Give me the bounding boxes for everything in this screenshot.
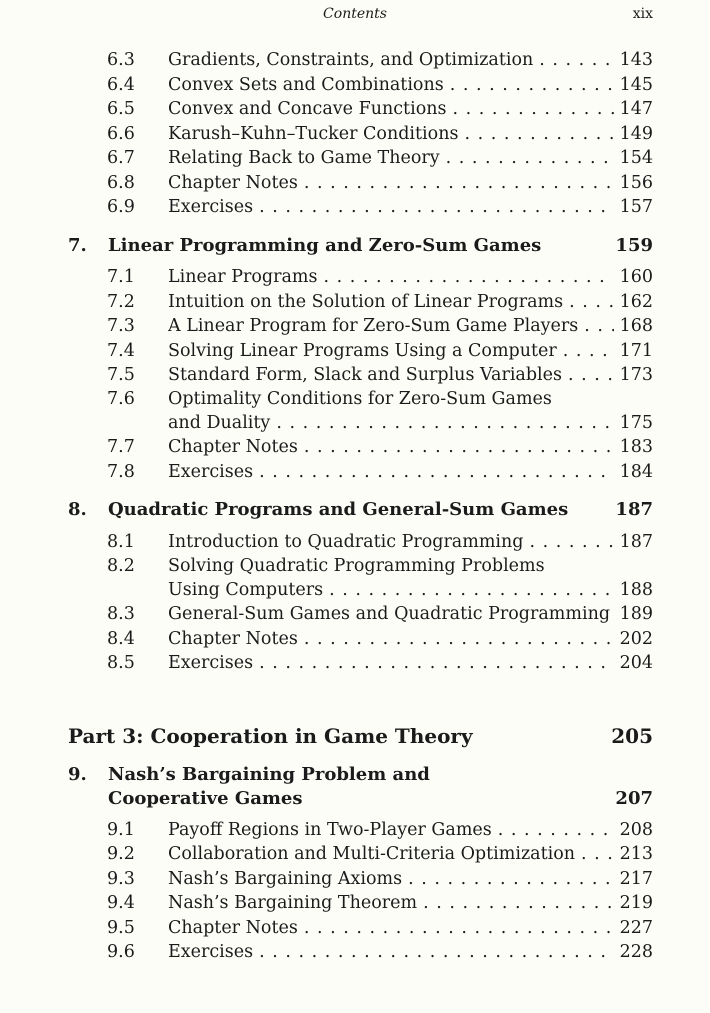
section-title: Chapter Notes [168,629,298,649]
toc-entry[interactable] [0,97,710,121]
section-number: 7.6 [107,389,135,409]
header-title: Contents [323,6,387,22]
running-header [0,6,710,26]
section-number: 8.3 [107,604,135,624]
section-title: Karush–Kuhn–Tucker Conditions [168,124,459,144]
section-number: 9.5 [107,918,135,938]
section-title: Gradients, Constraints, and Optimization [168,50,534,70]
section-number: 6.9 [107,197,135,217]
toc-entry[interactable] [0,265,710,289]
chapter-title-continued: Cooperative Games [108,788,303,809]
section-number: 9.2 [107,844,135,864]
chapter-heading-continued[interactable] [0,786,710,812]
section-page: 208 [614,818,653,842]
section-title: Solving Linear Programs Using a Computer [168,341,557,361]
section-title-continued: Using Computers [168,580,324,600]
section-title: A Linear Program for Zero-Sum Game Players [168,316,579,336]
section-number: 7.2 [107,292,135,312]
toc-entry[interactable] [0,530,710,554]
toc-entry[interactable] [0,460,710,484]
toc-entry[interactable] [0,363,710,387]
section-number: 8.1 [107,532,135,552]
toc-entry[interactable] [0,867,710,891]
toc-entry[interactable] [0,940,710,964]
section-number: 7.3 [107,316,135,336]
toc-entry[interactable] [0,602,710,626]
chapter-heading[interactable] [0,497,710,523]
toc-entry[interactable] [0,554,710,578]
toc-entry[interactable] [0,195,710,219]
section-page: 184 [614,460,653,484]
section-title: Introduction to Quadratic Programming [168,532,524,552]
section-page: 175 [614,411,653,435]
toc-entry[interactable] [0,627,710,651]
section-page: 202 [614,627,653,651]
section-title: Chapter Notes [168,437,298,457]
section-page: 149 [614,122,653,146]
toc-entry[interactable] [0,339,710,363]
section-title: General-Sum Games and Quadratic Programming [168,604,611,624]
toc-entry[interactable] [0,73,710,97]
section-number: 6.4 [107,75,135,95]
section-number: 9.4 [107,893,135,913]
chapter-title: Nash’s Bargaining Problem and [108,764,430,785]
section-page: 157 [614,195,653,219]
toc-entry-continued[interactable] [0,411,710,435]
section-page: 143 [614,48,653,72]
chapter-heading[interactable] [0,762,710,788]
section-title: Solving Quadratic Programming Problems [168,556,545,576]
section-number: 7.5 [107,365,135,385]
section-page: 187 [614,530,653,554]
section-page: 204 [614,651,653,675]
toc-entry[interactable] [0,146,710,170]
toc-entry[interactable] [0,171,710,195]
section-title: Nash’s Bargaining Axioms [168,869,403,889]
section-title: Exercises [168,462,254,482]
header-page-number: xix [632,6,653,22]
section-number: 9.3 [107,869,135,889]
section-page: 156 [614,171,653,195]
section-page: 228 [614,940,653,964]
chapter-page: 187 [615,499,653,520]
section-page: 213 [614,842,653,866]
section-number: 6.7 [107,148,135,168]
section-page: 173 [614,363,653,387]
section-title: Exercises [168,942,254,962]
toc-entry[interactable] [0,818,710,842]
section-title: Convex Sets and Combinations [168,75,444,95]
section-page: 171 [614,339,653,363]
chapter-heading[interactable] [0,233,710,259]
section-number: 9.1 [107,820,135,840]
toc-entry[interactable] [0,891,710,915]
chapter-number: 7. [68,235,87,256]
toc-entry[interactable] [0,122,710,146]
part-page: 205 [611,724,653,748]
part-title: Part 3: Cooperation in Game Theory [68,724,473,748]
toc-entry[interactable] [0,842,710,866]
section-number: 6.6 [107,124,135,144]
section-page: 145 [614,73,653,97]
section-page: 162 [614,290,653,314]
section-number: 6.5 [107,99,135,119]
section-title: Chapter Notes [168,918,298,938]
section-title: Chapter Notes [168,173,298,193]
section-number: 7.8 [107,462,135,482]
section-page: 160 [614,265,653,289]
section-page: 227 [614,916,653,940]
toc-entry[interactable] [0,651,710,675]
toc-entry[interactable] [0,435,710,459]
section-title: Payoff Regions in Two-Player Games [168,820,492,840]
section-number: 6.3 [107,50,135,70]
chapter-title: Linear Programming and Zero-Sum Games [108,235,542,256]
section-page: 189 [614,602,653,626]
chapter-number: 8. [68,499,87,520]
section-page: 183 [614,435,653,459]
section-number: 7.4 [107,341,135,361]
chapter-number: 9. [68,764,87,785]
section-number: 8.4 [107,629,135,649]
toc-entry[interactable] [0,916,710,940]
section-title: Standard Form, Slack and Surplus Variables [168,365,562,385]
section-title: Optimality Conditions for Zero-Sum Games [168,389,552,409]
section-page: 168 [614,314,653,338]
section-number: 6.8 [107,173,135,193]
section-title: Relating Back to Game Theory [168,148,440,168]
section-title-continued: and Duality [168,413,271,433]
section-title: Intuition on the Solution of Linear Programs [168,292,564,312]
part-heading[interactable] [0,721,710,751]
section-number: 7.7 [107,437,135,457]
section-number: 8.2 [107,556,135,576]
chapter-title: Quadratic Programs and General-Sum Games [108,499,569,520]
chapter-page: 159 [615,235,653,256]
toc-entry[interactable] [0,48,710,72]
chapter-page: 207 [615,788,653,809]
section-number: 7.1 [107,267,135,287]
toc-entry[interactable] [0,290,710,314]
section-title: Collaboration and Multi-Criteria Optimization [168,844,576,864]
toc-entry[interactable] [0,314,710,338]
section-title: Exercises [168,197,254,217]
section-page: 219 [614,891,653,915]
section-title: Convex and Concave Functions [168,99,447,119]
section-number: 8.5 [107,653,135,673]
section-page: 188 [614,578,653,602]
section-page: 147 [614,97,653,121]
section-title: Nash’s Bargaining Theorem [168,893,418,913]
toc-entry[interactable] [0,387,710,411]
section-page: 217 [614,867,653,891]
toc-entry-continued[interactable] [0,578,710,602]
section-title: Exercises [168,653,254,673]
section-number: 9.6 [107,942,135,962]
section-title: Linear Programs [168,267,318,287]
section-page: 154 [614,146,653,170]
